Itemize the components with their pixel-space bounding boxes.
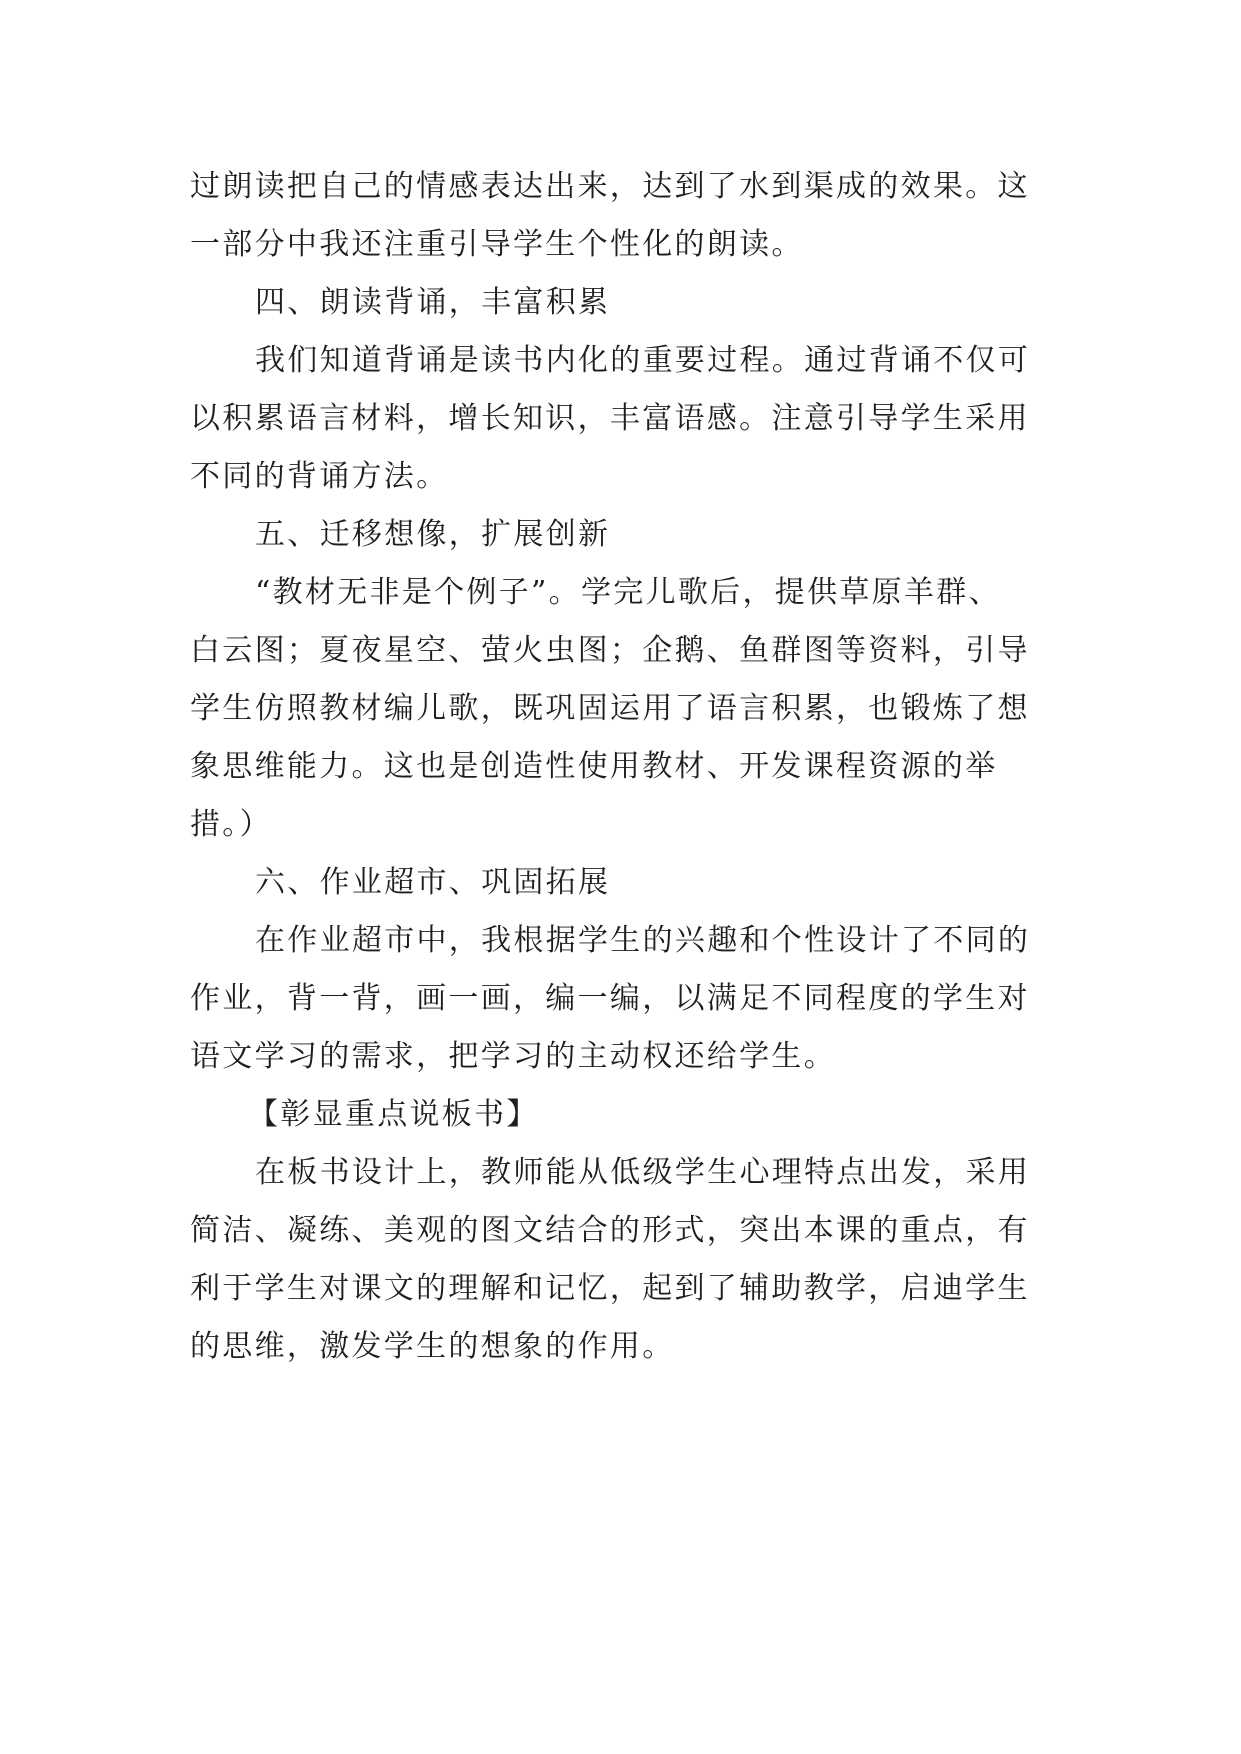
- text-line: 措。）: [190, 807, 272, 842]
- text-line: 在作业超市中，我根据学生的兴趣和个性设计了不同的: [255, 923, 1031, 958]
- text-line: 的思维，激发学生的想象的作用。: [190, 1329, 675, 1364]
- section-heading: 五、迁移想像，扩展创新: [255, 517, 611, 552]
- text-line: 象思维能力。这也是创造性使用教材、开发课程资源的举: [190, 749, 998, 784]
- text-line: 一部分中我还注重引导学生个性化的朗读。: [190, 227, 804, 262]
- section-heading: 【彰显重点说板书】: [248, 1097, 539, 1132]
- text-line: 白云图；夏夜星空、萤火虫图；企鹅、鱼群图等资料，引导: [190, 633, 1030, 668]
- text-line: 在板书设计上，教师能从低级学生心理特点出发，采用: [255, 1155, 1031, 1190]
- section-heading: 四、朗读背诵，丰富积累: [255, 285, 611, 320]
- text-line: 我们知道背诵是读书内化的重要过程。通过背诵不仅可: [255, 343, 1031, 378]
- document-body: [190, 158, 1052, 1376]
- text-line: 语文学习的需求，把学习的主动权还给学生。: [190, 1039, 836, 1074]
- text-line: 简洁、凝练、美观的图文结合的形式，突出本课的重点，有: [190, 1213, 1030, 1248]
- text-line: 过朗读把自己的情感表达出来，达到了水到渠成的效果。这: [190, 169, 1030, 204]
- text-line: 利于学生对课文的理解和记忆，起到了辅助教学，启迪学生: [190, 1271, 1030, 1306]
- text-line: 作业，背一背，画一画，编一编，以满足不同程度的学生对: [190, 981, 1030, 1016]
- text-line: “教材无非是个例子”。学完儿歌后，提供草原羊群、: [255, 575, 1001, 610]
- text-line: 学生仿照教材编儿歌，既巩固运用了语言积累，也锻炼了想: [190, 691, 1030, 726]
- section-heading: 六、作业超市、巩固拓展: [255, 865, 611, 900]
- text-line: 以积累语言材料，增长知识，丰富语感。注意引导学生采用: [190, 401, 1030, 436]
- text-line: 不同的背诵方法。: [190, 459, 449, 494]
